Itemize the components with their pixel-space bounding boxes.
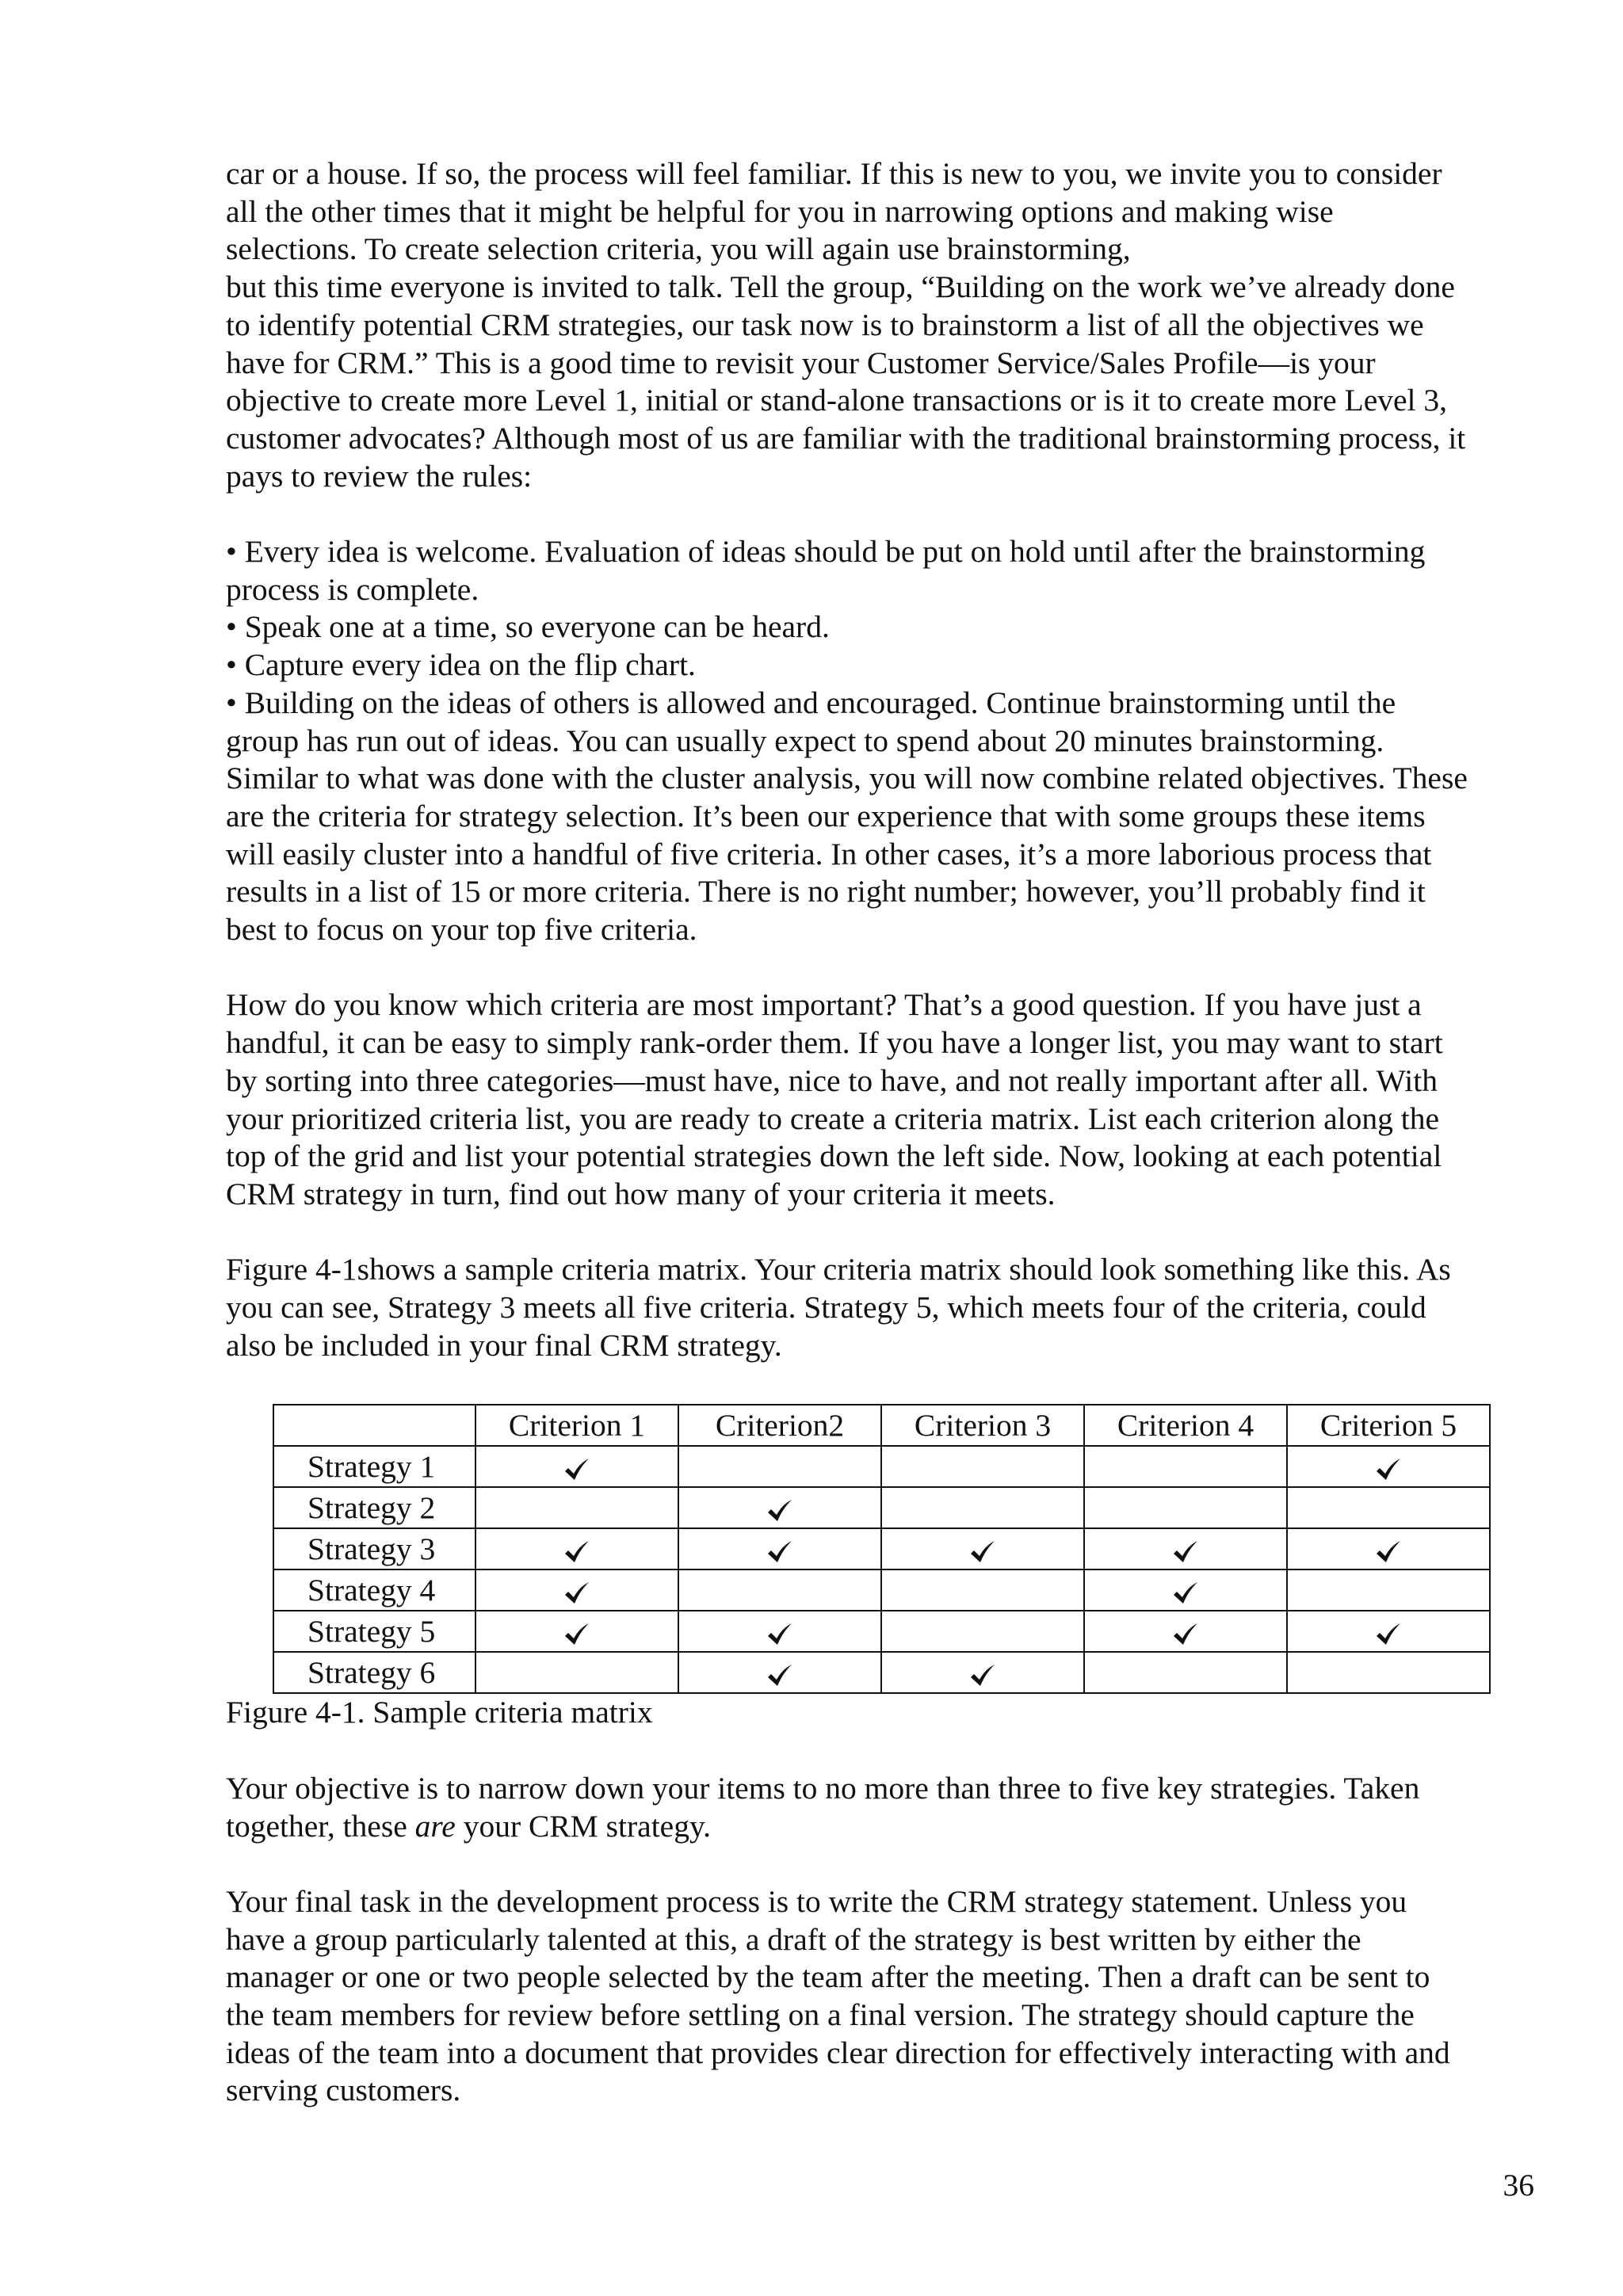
text-line: top of the grid and list your potential strategies down the left side. Now, looking at each potential bbox=[226, 1138, 1442, 1174]
text-line: objective to create more Level 1, initial or stand-alone transactions or is it to create more Level 3, bbox=[226, 383, 1448, 418]
text-line: • Building on the ideas of others is allowed and encouraged. Continue brainstorming until the bbox=[226, 685, 1396, 720]
matrix-header-row bbox=[273, 1405, 1490, 1446]
checkmark-icon bbox=[969, 1539, 996, 1565]
matrix-cell bbox=[678, 1487, 881, 1528]
text-line: you can see, Strategy 3 meets all five criteria. Strategy 5, which meets four of the criteria, could bbox=[226, 1290, 1426, 1325]
matrix-cell bbox=[678, 1569, 881, 1611]
text-line: Figure 4-1shows a sample criteria matrix. Your criteria matrix should look something like this. As bbox=[226, 1252, 1451, 1287]
text-line: process is complete. bbox=[226, 571, 479, 607]
text-line: results in a list of 15 or more criteria. There is no right number; however, you’ll probably find it bbox=[226, 874, 1426, 910]
paragraph-spacer bbox=[226, 1845, 1541, 1883]
matrix-cell bbox=[475, 1487, 678, 1528]
checkmark-icon bbox=[563, 1539, 590, 1565]
checkmark-icon bbox=[563, 1622, 590, 1647]
checkmark-icon bbox=[766, 1663, 793, 1688]
matrix-row-label: Strategy 1 bbox=[273, 1446, 475, 1487]
text-line: but this time everyone is invited to talk. Tell the group, “Building on the work we’ve already done bbox=[226, 269, 1455, 305]
matrix-row-label: Strategy 5 bbox=[273, 1611, 475, 1652]
checkmark-icon bbox=[563, 1457, 590, 1482]
final-paragraph bbox=[226, 1883, 1541, 2110]
matrix-cell bbox=[1287, 1652, 1490, 1693]
matrix-cell bbox=[881, 1446, 1084, 1487]
checkmark-icon bbox=[1375, 1622, 1402, 1647]
text-line: group has run out of ideas. You can usually expect to spend about 20 minutes brainstorming. bbox=[226, 723, 1384, 758]
text-line: • Speak one at a time, so everyone can be heard. bbox=[226, 609, 830, 645]
paragraph-spacer bbox=[226, 1214, 1541, 1252]
matrix-cell bbox=[678, 1652, 881, 1693]
checkmark-icon bbox=[1172, 1622, 1199, 1647]
checkmark-icon bbox=[1375, 1457, 1402, 1482]
checkmark-icon bbox=[969, 1663, 996, 1688]
text-line: all the other times that it might be helpful for you in narrowing options and making wise bbox=[226, 193, 1334, 229]
emphasis-text: are bbox=[414, 1808, 456, 1844]
text-line: ideas of the team into a document that provides clear direction for effectively interacting with and bbox=[226, 2035, 1450, 2070]
checkmark-icon bbox=[766, 1539, 793, 1565]
matrix-header-cell: Criterion 4 bbox=[1084, 1405, 1287, 1446]
matrix-cell bbox=[1084, 1569, 1287, 1611]
criteria-paragraph bbox=[226, 986, 1541, 1213]
text-line: the team members for review before settling on a final version. The strategy should capture the bbox=[226, 1997, 1415, 2033]
checkmark-icon bbox=[1172, 1539, 1199, 1565]
matrix-row-label: Strategy 4 bbox=[273, 1569, 475, 1611]
criteria-matrix-table bbox=[273, 1404, 1491, 1694]
text-line bbox=[226, 1808, 1541, 1846]
text-line: have for CRM.” This is a good time to revisit your Customer Service/Sales Profile—is your bbox=[226, 345, 1376, 380]
text-line: your prioritized criteria list, you are ready to create a criteria matrix. List each criterion along the bbox=[226, 1100, 1440, 1136]
text-line: by sorting into three categories—must have, nice to have, and not really important after all. With bbox=[226, 1062, 1438, 1098]
matrix-cell bbox=[475, 1446, 678, 1487]
checkmark-icon bbox=[766, 1498, 793, 1524]
text-line: are the criteria for strategy selection. It’s been our experience that with some groups these items bbox=[226, 798, 1426, 833]
checkmark-icon bbox=[1172, 1581, 1199, 1606]
matrix-header-cell: Criterion2 bbox=[678, 1405, 881, 1446]
matrix-cell bbox=[1084, 1487, 1287, 1528]
matrix-row bbox=[273, 1487, 1490, 1528]
checkmark-icon bbox=[563, 1581, 590, 1606]
text-line: customer advocates? Although most of us are familiar with the traditional brainstorming process, it bbox=[226, 420, 1466, 456]
text-line: to identify potential CRM strategies, our task now is to brainstorm a list of all the objectives we bbox=[226, 307, 1424, 342]
matrix-row bbox=[273, 1569, 1490, 1611]
matrix-cell bbox=[475, 1652, 678, 1693]
matrix-cell bbox=[475, 1611, 678, 1652]
brainstorming-rules bbox=[226, 533, 1541, 949]
text-line: • Every idea is welcome. Evaluation of ideas should be put on hold until after the brainstorming bbox=[226, 534, 1426, 570]
text-line: Your final task in the development process is to write the CRM strategy statement. Unless you bbox=[226, 1883, 1407, 1919]
text-line: Your objective is to narrow down your items to no more than three to five key strategies. Taken bbox=[226, 1770, 1420, 1806]
intro-paragraph bbox=[226, 155, 1541, 495]
matrix-header-cell: Criterion 1 bbox=[475, 1405, 678, 1446]
document-page bbox=[226, 155, 1541, 2110]
matrix-cell bbox=[678, 1528, 881, 1569]
text-line: serving customers. bbox=[226, 2073, 461, 2108]
figure-intro-paragraph bbox=[226, 1251, 1541, 1364]
matrix-cell bbox=[881, 1487, 1084, 1528]
text-line: also be included in your final CRM strategy. bbox=[226, 1327, 782, 1363]
matrix-cell bbox=[1287, 1569, 1490, 1611]
matrix-corner-cell bbox=[273, 1405, 475, 1446]
matrix-cell bbox=[1287, 1446, 1490, 1487]
matrix-cell bbox=[881, 1528, 1084, 1569]
text-line: best to focus on your top five criteria. bbox=[226, 912, 697, 948]
matrix-cell bbox=[881, 1569, 1084, 1611]
matrix-cell bbox=[1287, 1528, 1490, 1569]
text-line: manager or one or two people selected by the team after the meeting. Then a draft can be sent to bbox=[226, 1959, 1430, 1995]
matrix-cell bbox=[678, 1446, 881, 1487]
text-line: car or a house. If so, the process will feel familiar. If this is new to you, we invite you to consider bbox=[226, 156, 1442, 191]
matrix-cell bbox=[1084, 1528, 1287, 1569]
matrix-cell bbox=[475, 1528, 678, 1569]
text-line: selections. To create selection criteria, you will again use brainstorming, bbox=[226, 231, 1131, 267]
paragraph-spacer bbox=[226, 949, 1541, 987]
matrix-row bbox=[273, 1652, 1490, 1693]
checkmark-icon bbox=[1375, 1539, 1402, 1565]
matrix-header-cell: Criterion 5 bbox=[1287, 1405, 1490, 1446]
text-line: will easily cluster into a handful of five criteria. In other cases, it’s a more laborious process that bbox=[226, 836, 1432, 871]
matrix-row bbox=[273, 1528, 1490, 1569]
paragraph-spacer bbox=[226, 1732, 1541, 1770]
matrix-cell bbox=[1287, 1611, 1490, 1652]
matrix-cell bbox=[881, 1611, 1084, 1652]
matrix-cell bbox=[1084, 1446, 1287, 1487]
matrix-cell bbox=[1084, 1611, 1287, 1652]
text-line: How do you know which criteria are most important? That’s a good question. If you have just a bbox=[226, 987, 1422, 1023]
matrix-cell bbox=[1287, 1487, 1490, 1528]
objective-paragraph bbox=[226, 1770, 1541, 1845]
matrix-cell bbox=[678, 1611, 881, 1652]
matrix-row-label: Strategy 2 bbox=[273, 1487, 475, 1528]
text-fragment: your CRM strategy. bbox=[455, 1808, 712, 1844]
text-line: Similar to what was done with the cluster analysis, you will now combine related objectives. These bbox=[226, 761, 1468, 796]
matrix-row-label: Strategy 6 bbox=[273, 1652, 475, 1693]
checkmark-icon bbox=[766, 1622, 793, 1647]
text-line: handful, it can be easy to simply rank-order them. If you have a longer list, you may want to start bbox=[226, 1025, 1443, 1061]
matrix-cell bbox=[881, 1652, 1084, 1693]
criteria-matrix-figure bbox=[273, 1404, 1489, 1694]
matrix-cell bbox=[475, 1569, 678, 1611]
text-line: CRM strategy in turn, find out how many of your criteria it meets. bbox=[226, 1176, 1056, 1211]
text-line: pays to review the rules: bbox=[226, 458, 533, 494]
figure-caption: Figure 4-1. Sample criteria matrix bbox=[226, 1695, 653, 1730]
text-fragment: together, these bbox=[226, 1808, 415, 1844]
matrix-row-label: Strategy 3 bbox=[273, 1528, 475, 1569]
text-line: have a group particularly talented at this, a draft of the strategy is best written by either the bbox=[226, 1921, 1361, 1957]
matrix-cell bbox=[1084, 1652, 1287, 1693]
matrix-row bbox=[273, 1611, 1490, 1652]
text-line: • Capture every idea on the flip chart. bbox=[226, 647, 696, 683]
paragraph-spacer bbox=[226, 495, 1541, 533]
matrix-row bbox=[273, 1446, 1490, 1487]
matrix-header-cell: Criterion 3 bbox=[881, 1405, 1084, 1446]
page-number: 36 bbox=[1503, 2168, 1534, 2203]
